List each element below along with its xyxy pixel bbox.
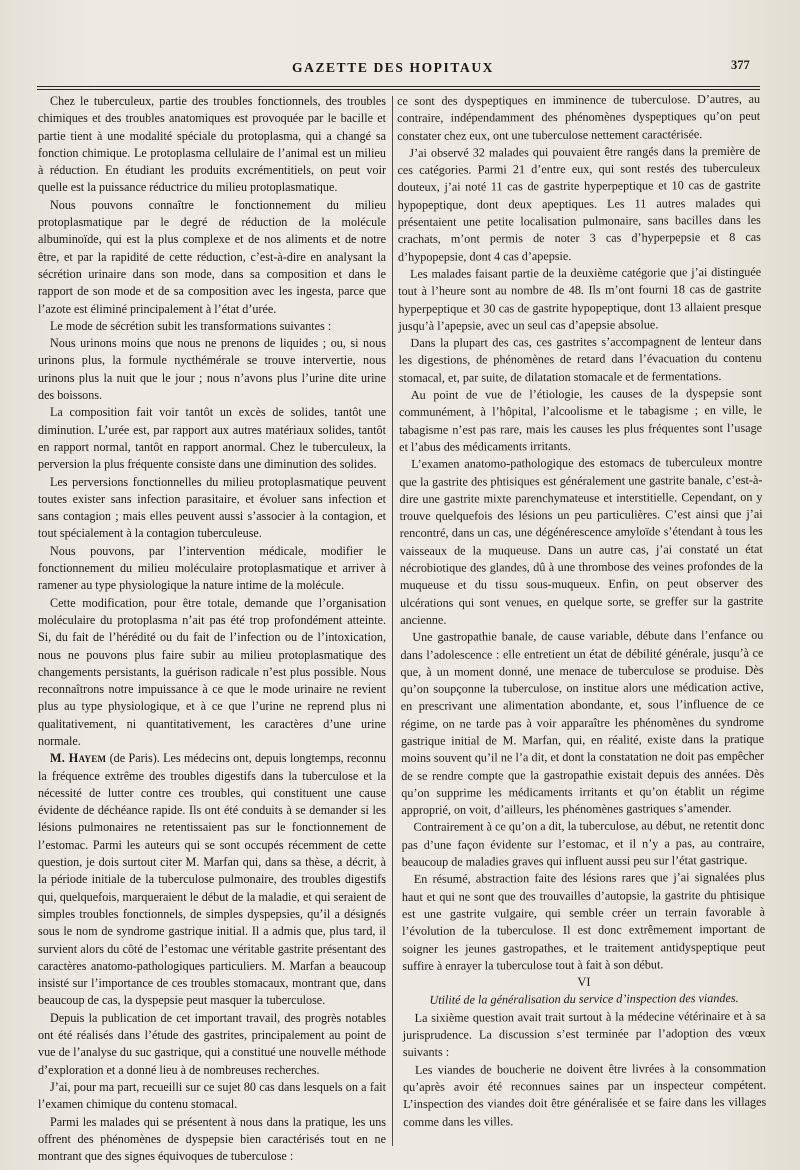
header-rule [37, 86, 760, 87]
paragraph: Une gastropathie banale, de cause variable, débute dans l’enfance ou dans l’adolescence : elle entretient un état de débilité générale, jusqu’à ce que, à un moment donné, une menace de tuberculose se produise. Dès qu’on soupçonne la tuberculose, on institue alors une médication active, en prescrivant une alimentation abondante, et, sous l’influence de ce régime, on ne tarde pas à voir apparaître les phénomènes du syndrome gastrique initial de M. Marfan, qui, en réalité, existe dans la pratique moins souvent qu’il ne l’a dit, et dont la constatation ne doit pas empêcher de se rendre compte que la gastropathie existait depuis des années. Dès qu’on supprime les médicaments irritants et qu’on établit un régime approprié, on voit, d’ailleurs, les phénomènes gastriques s’amender. [400, 627, 765, 818]
paragraph: Dans la plupart des cas, ces gastrites s’accompagnent de lenteur dans les digestions, de phénomènes de retard dans l’évacuation du contenu stomacal, et, par suite, de dilatation stomacale et de fermentations. [398, 333, 762, 385]
paragraph: Les perversions fonctionnelles du milieu protoplasmatique peuvent toutes exister sans infection parasitaire, et évoluer sans infection et sans contagion ; mais elles peuvent aussi s’associer à la contagion, et tout spécialement à la contagion tuberculeuse. [38, 474, 386, 541]
speaker-name: M. Hayem [50, 751, 107, 766]
paragraph: Parmi les malades qui se présentent à nous dans la pratique, les uns offrent des phénomènes de dyspepsie bien caractérisés tout en ne montrant que des signes équivoques de tuberculose : [38, 1114, 386, 1164]
column-divider [392, 96, 393, 1146]
paragraph: Depuis la publication de cet important travail, des progrès notables ont été réalisés dans l’étude des gastrites, principalement au point de vue de l’analyse du suc gastrique, qui a constitué une nouvelle méthode d’exploration et a donné lieu à de nombreuses recherches. [38, 1010, 386, 1077]
paragraph: Contrairement à ce qu’on a dit, la tuberculose, au début, ne retentit donc pas d’une façon évidente sur l’estomac, et il n’y a pas, au contraire, beaucoup de maladies graves qui influent aussi peu sur l’état gastrique. [401, 818, 765, 870]
paragraph: J’ai observé 32 malades qui pouvaient être rangés dans la première de ces catégories. Parmi 21 d’entre eux, qui sont restés des tuberculeux douteux, j’ai noté 11 cas de gastrite hyperpeptique et 10 cas de gastrite hypopeptique, dont deux apeptiques. Les 11 autres malades qui présentaient une petite localisation pulmonaire, sans bacilles dans les crachats, m’ont permis de noter 3 cas d’hyperpepsie et 8 cas d’hypopepsie, dont 4 cas d’apepsie. [397, 143, 761, 264]
right-column [397, 91, 766, 1153]
paragraph: Chez le tuberculeux, partie des troubles fonctionnels, des troubles chimiques et des troubles anatomiques est provoquée par le bacille et partie tient à une modalité spéciale du protoplasma, qui a changé sa fonction chimique. Le protoplasma cellulaire de l’animal est un milieu à réduction. En étudiant les produits excrémentitiels, on peut voir quelle est la puissance réductrice du milieu protoplasmatique. [38, 94, 386, 195]
paragraph: Cette modification, pour être totale, demande que l’organisation moléculaire du protoplasma n’ait pas été trop profondément atteinte. Si, du fait de l’hérédité ou du fait de l’infection ou de l’intoxication, nous ne pouvons plus faire subir au milieu protoplasmatique des changements persistants, la guérison radicale n’est plus possible. Nous reconnaîtrons notre impuissance à ce que le mode urinaire ne revient plus au type physiologique, et à ce que l’urine ne reprend plus ni qualitativement, ni quantitativement, les caractères d’une urine normale. [38, 595, 386, 748]
page-number: 377 [731, 58, 750, 72]
speaker-text: (de Paris). Les médecins ont, depuis longtemps, reconnu la fréquence extrême des troubles digestifs dans la tuberculose et la nécessité de lutter contre ces troubles, qui constituent une cause évidente de déchéance rapide. Ils ont été conduits à se demander si les lésions pulmonaires ne retentissaient pas sur le fonctionnement de l’estomac. Parmi les auteurs qui se sont occupés récemment de cette question, je dois surtout citer M. Marfan qui, dans sa thèse, a décrit, à la période initiale de la tuberculose pulmonaire, des troubles digestifs qui, quelquefois, marqueraient le début de la maladie, et qui seraient de simples troubles fonctionnels, de simples dyspepsies, qu’il a désignés sous le nom de syndrome gastrique initial. Il a admis que, plus tard, il survient alors du côté de l’estomac une véritable gastrite présentant des caractères anatomo-pathologiques particuliers. M. Marfan a beaucoup insisté sur l’importance de ces troubles stomacaux, montrant que, dans beaucoup de cas, la dyspepsie peut masquer la tuberculose. [38, 751, 386, 1008]
hayem-paragraph [38, 750, 386, 1009]
paragraph: La sixième question avait trait surtout à la médecine vétérinaire et à sa jurisprudence. La discussion s’est terminée par l’adoption des vœux suivants : [402, 1008, 766, 1060]
paragraph: La composition fait voir tantôt un excès de solides, tantôt une diminution. L’urée est, par rapport aux autres matériaux solides, tantôt en rapport normal, tantôt en rapport anormal. Chez le tuberculeux, la perversion la plus fréquente consiste dans une diminution des solides. [38, 405, 386, 472]
paragraph: Nous urinons moins que nous ne prenons de liquides ; ou, si nous urinons plus, la formule nycthémérale se trouve intervertie, nous urinons plus la nuit que le jour ; nous n’avons plus l’urine dite urine des boissons. [38, 336, 386, 403]
paragraph: Nous pouvons connaître le fonctionnement du milieu protoplasmatique par le degré de réduction de la molécule albuminoïde, qui est la plus complexe et de nos aliments et de notre être, et par la rapidité de cette réduction, c’est-à-dire en analysant la sécrétion urinaire dans son mode, dans sa composition et dans le rapport de son mode et de sa composition avec les ingesta, parce que l’azote est éliminé principalement à l’état d’urée. [38, 197, 386, 316]
journal-title: GAZETTE DES HOPITAUX [292, 60, 495, 75]
running-head [0, 58, 800, 84]
paragraph: Les malades faisant partie de la deuxième catégorie que j’ai distinguée tout à l’heure sont au nombre de 48. Ils m’ont fourni 18 cas de gastrite hyperpeptique et 30 cas de gastrite hypopeptique, dont 13 allaient presque jusqu’à l’apepsie, avec un seul cas d’apepsie absolue. [398, 264, 762, 333]
paragraph: Nous pouvons, par l’intervention médicale, modifier le fonctionnement du milieu moléculaire protoplasmatique et arriver à ramener au type physiologique la nature intime de la molécule. [38, 543, 386, 593]
paragraph: Au point de vue de l’étiologie, les causes de la dyspepsie sont communément, à l’hôpital, l’alcoolisme et le tabagisme ; en ville, le tabagisme n’est pas rare, mais les causes les plus fréquentes sont l’usage et l’abus des médicaments irritants. [398, 385, 763, 454]
paragraph: J’ai, pour ma part, recueilli sur ce sujet 80 cas dans lesquels on a fait l’examen chimique du contenu stomacal. [38, 1079, 386, 1112]
paragraph: ce sont des dyspeptiques en imminence de tuberculose. D’autres, au contraire, indépendamment des phénomènes dyspeptiques qu’on peut constater chez eux, ont une tuberculose nettement caractérisée. [397, 91, 761, 143]
paragraph: Les viandes de boucherie ne doivent être livrées à la consommation qu’après avoir été reconnues saines par un inspecteur compétent. L’inspection des viandes doit être généralisée et se faire dans les villages comme dans les villes. [403, 1060, 767, 1129]
paragraph: L’examen anatomo-pathologique des estomacs de tuberculeux montre que la gastrite des phtisiques est généralement une gastrite banale, c’est-à-dire une gastrite mixte parenchymateuse et interstitielle. Cependant, on y trouve quelquefois des lésions un peu particulières. C’est ainsi que j’ai rencontré, dans un cas, une dégénérescence amyloïde s’étendant à tous les vaisseaux de la muqueuse. Dans un autre cas, j’ai constaté un état nécrobiotique des glandes, dû à une thrombose des veines profondes de la muqueuse et du tissu sous-muqueux. Enfin, on peut observer des ulcérations qui sont venues, en quelque sorte, se greffer sur la gastrite ancienne. [399, 455, 764, 627]
paragraph: En résumé, abstraction faite des lésions rares que j’ai signalées plus haut et qui ne sont que des trouvailles d’autopsie, la gastrite du phtisique est une gastrite vulgaire, qui semble créer un terrain favorable à l’évolution de la tuberculose. Il est donc extrêmement important de soigner les jeunes gastropathes, et le traitement antidyspeptique peut suffire à enrayer la tuberculose tout à fait à son début. [401, 870, 766, 973]
section-title: Utilité de la généralisation du service d’inspection des viandes. [429, 991, 739, 1008]
left-column [38, 93, 386, 1164]
section-number: VI [577, 974, 591, 990]
header-rule-thin [37, 89, 760, 90]
paragraph: Le mode de sécrétion subit les transformations suivantes : [50, 318, 332, 333]
